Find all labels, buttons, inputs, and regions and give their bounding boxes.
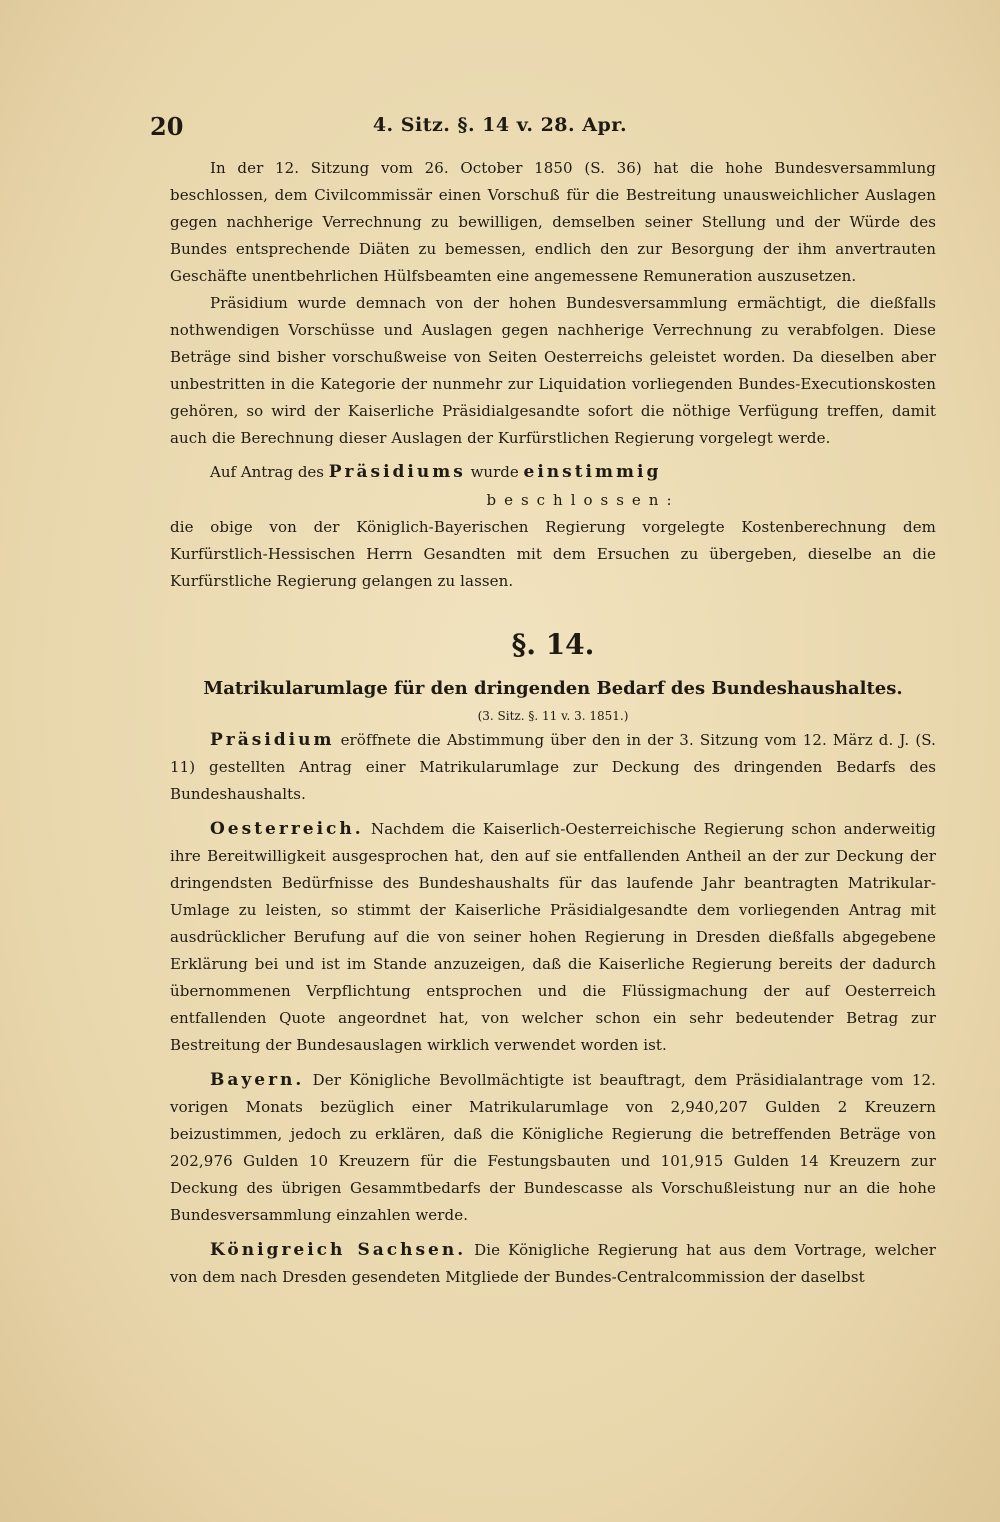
speaker-praesidium: Präsidium [210, 730, 335, 750]
resolution-lead-2: wurde [465, 463, 524, 481]
page-header [0, 112, 1000, 142]
section-reference: (3. Sitz. §. 11 v. 3. 1851.) [477, 709, 629, 723]
running-title: 4. Sitz. §. 14 v. 28. Apr. [372, 114, 628, 136]
page-number: 20 [150, 112, 184, 141]
section-title: Matrikularumlage für den dringenden Bedarf des Bundeshaushaltes. [203, 678, 903, 699]
statement-praesidium-text: eröffnete die Abstimmung über den in der 3. Sitzung vom 12. März d. J. (S. 11) gestellten Antrag einer Matrikularumlage zur Deckung des dringenden Bedarfs des Bundeshaushalts. [170, 731, 936, 803]
statement-oesterreich-text: Nachdem die Kaiserlich-Oesterreichische Regierung schon anderweitig ihre Bereitwilligkeit ausgesprochen hat, den auf sie entfallenden Antheil an der zur Deckung der dringendsten Bedürfnisse des Bundeshaushalts für das laufende Jahr beantragten Matrikular-Umlage zu leisten, so stimmt der Kaiserliche Präsidialgesandte dem vorliegenden Antrag mit ausdrücklicher Berufung auf die von seiner hohen Regierung in Dresden dießfalls abgegebene Erklärung bei und ist im Stande anzuzeigen, daß die Kaiserliche Regierung bereits der dadurch übernommenen Verpflichtung entsprochen und die Flüssigmachung der auf Oesterreich entfallenden Quote angeordnet hat, von welcher schon ein sehr bedeutender Betrag zur Bestreitung der Bundesauslagen wirklich verwendet worden ist. [170, 820, 936, 1054]
statement-sachsen-text: Die Königliche Regierung hat aus dem Vortrage, welcher von dem nach Dresden gesendeten Mitgliede der Bundes-Centralcommission der daselbst [170, 1241, 936, 1286]
paragraph-intro-2: Präsidium wurde demnach von der hohen Bundesversammlung ermächtigt, die dießfalls nothwendigen Vorschüsse und Auslagen gegen nachherige Verrechnung zu verabfolgen. Diese Beträge sind bisher vorschußweise von Seiten Oesterreichs geleistet worden. Da dieselben aber unbestritten in die Kategorie der nunmehr zur Liquidation vorliegenden Bundes-Executionskosten gehören, so wird der Kaiserliche Präsidialgesandte sofort die nöthige Verfügung treffen, damit auch die Berechnung dieser Auslagen der Kurfürstlichen Regierung vorgelegt werde. [170, 294, 936, 447]
resolution-praesidium: Präsidiums [328, 462, 466, 482]
page-body [170, 155, 936, 1291]
resolution-einstimmig: einstimmig [523, 462, 662, 482]
speaker-sachsen: Königreich Sachsen. [210, 1240, 467, 1260]
statement-praesidium [170, 727, 936, 808]
speaker-bayern: Bayern. [210, 1070, 305, 1090]
resolution-beschlossen: beschlossen: [486, 491, 680, 509]
speaker-oesterreich: Oesterreich. [210, 819, 364, 839]
statement-oesterreich [170, 816, 936, 1059]
section-number: §. 14. [511, 628, 595, 661]
statement-bayern-text: Der Königliche Bevollmächtigte ist beauftragt, dem Präsidialantrage vom 12. vorigen Monats bezüglich einer Matrikularumlage von 2,940,207 Gulden 2 Kreuzern beizustimmen, jedoch zu erklären, daß die Königliche Regierung die betreffenden Beträge von 202,976 Gulden 10 Kreuzern für die Festungsbauten und 101,915 Gulden 14 Kreuzern zur Deckung des übrigen Gesammtbedarfs der Bundescasse als Vorschußleistung nur an die hohe Bundesversammlung einzahlen werde. [170, 1071, 936, 1224]
statement-bayern [170, 1067, 936, 1229]
resolution-text: die obige von der Königlich-Bayerischen Regierung vorgelegte Kostenberechnung dem Kurfürstlich-Hessischen Herrn Gesandten mit dem Ersuchen zu übergeben, dieselbe an die Kurfürstliche Regierung gelangen zu lassen. [170, 518, 936, 590]
resolution-lead-1: Auf Antrag des [210, 463, 329, 481]
statement-sachsen [170, 1237, 936, 1291]
resolution-heading [170, 458, 936, 486]
paragraph-intro-1: In der 12. Sitzung vom 26. October 1850 (S. 36) hat die hohe Bundesversammlung beschlossen, dem Civilcommissär einen Vorschuß für die Bestreitung unausweichlicher Auslagen gegen nachherige Verrechnung zu bewilligen, demselben seiner Stellung und der Würde des Bundes entsprechende Diäten zu bemessen, endlich den zur Besorgung der ihm anvertrauten Geschäfte unentbehrlichen Hülfsbeamten eine angemessene Remuneration auszusetzen. [170, 159, 936, 285]
